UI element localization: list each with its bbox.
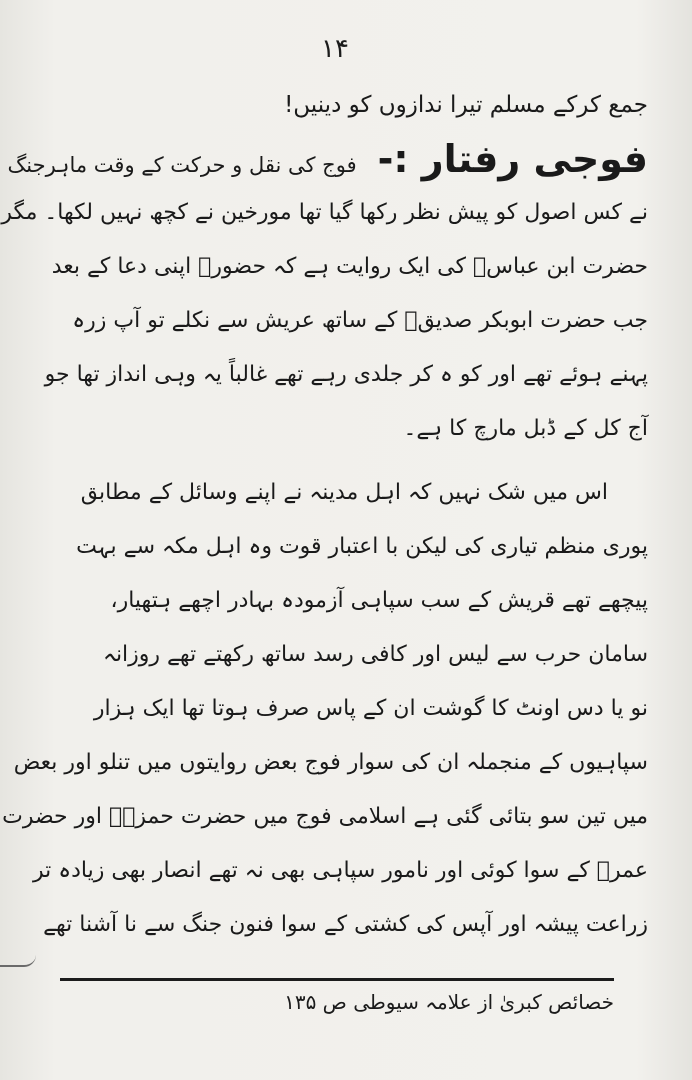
section-heading: فوجی رفتار :-: [377, 137, 648, 181]
footnote: خصائص کبریٰ از علامہ سیوطی ص ۱۳۵: [284, 990, 614, 1014]
text-line: سامان حرب سے لیس اور کافی رسد ساتھ رکھتے تھے روزانہ: [103, 642, 648, 667]
paragraph-2: [2, 466, 648, 952]
text-line: نے کس اصول کو پیش نظر رکھا گیا تھا مورخین نے کچھ نہیں لکھا۔ مگر: [1, 200, 648, 225]
couplet-line: جمع کرکے مسلم تیرا ندازوں کو دینیں!: [284, 92, 648, 118]
text-line: حضرت ابن عباسؓ کی ایک روایت ہے کہ حضورؐ اپنی دعا کے بعد: [51, 254, 648, 279]
text-line: پوری منظم تیاری کی لیکن با اعتبار قوت وہ اہل مکہ سے بہت: [76, 534, 648, 559]
footnote-rule: [60, 978, 614, 981]
text-line: میں تین سو بتائی گئی ہے اسلامی فوج میں حضرت حمزہؓ اور حضرت: [2, 804, 648, 829]
paragraph-1: [1, 186, 648, 456]
text-line: پیچھے تھے قریش کے سب سپاہی آزمودہ بہادر اچھے ہتھیار،: [110, 588, 648, 613]
heading-continuation: فوج کی نقل و حرکت کے وقت ماہرجنگ: [7, 153, 357, 177]
text-line: جب حضرت ابوبکر صدیقؓ کے ساتھ عریش سے نکلے تو آپ زرہ: [72, 308, 648, 333]
text-line: آج کل کے ڈبل مارچ کا ہے۔: [403, 416, 648, 441]
page-number: ۱۴: [321, 34, 349, 64]
text-line: سپاہیوں کے منجملہ ان کی سوار فوج بعض روایتوں میں تنلو اور بعض: [13, 750, 648, 775]
text-line: نو یا دس اونٹ کا گوشت ان کے پاس صرف ہوتا تھا ایک ہزار: [93, 696, 648, 721]
text-line: عمرؓ کے سوا کوئی اور نامور سپاہی بھی نہ تھے انصار بھی زیادہ تر: [32, 858, 648, 883]
heading-row: [7, 132, 648, 186]
margin-pencil-mark: [0, 955, 36, 967]
text-line: زراعت پیشہ اور آپس کی کشتی کے سوا فنون جنگ سے نا آشنا تھے: [43, 912, 648, 937]
paragraph-gap: [44, 456, 648, 466]
page-body: [1, 78, 648, 952]
text-line: اس میں شک نہیں کہ اہل مدینہ نے اپنے وسائل کے مطابق: [80, 480, 608, 505]
text-line: پہنے ہوئے تھے اور کو ہ کر جلدی رہے تھے غالباً یہ وہی انداز تھا جو: [44, 362, 648, 387]
